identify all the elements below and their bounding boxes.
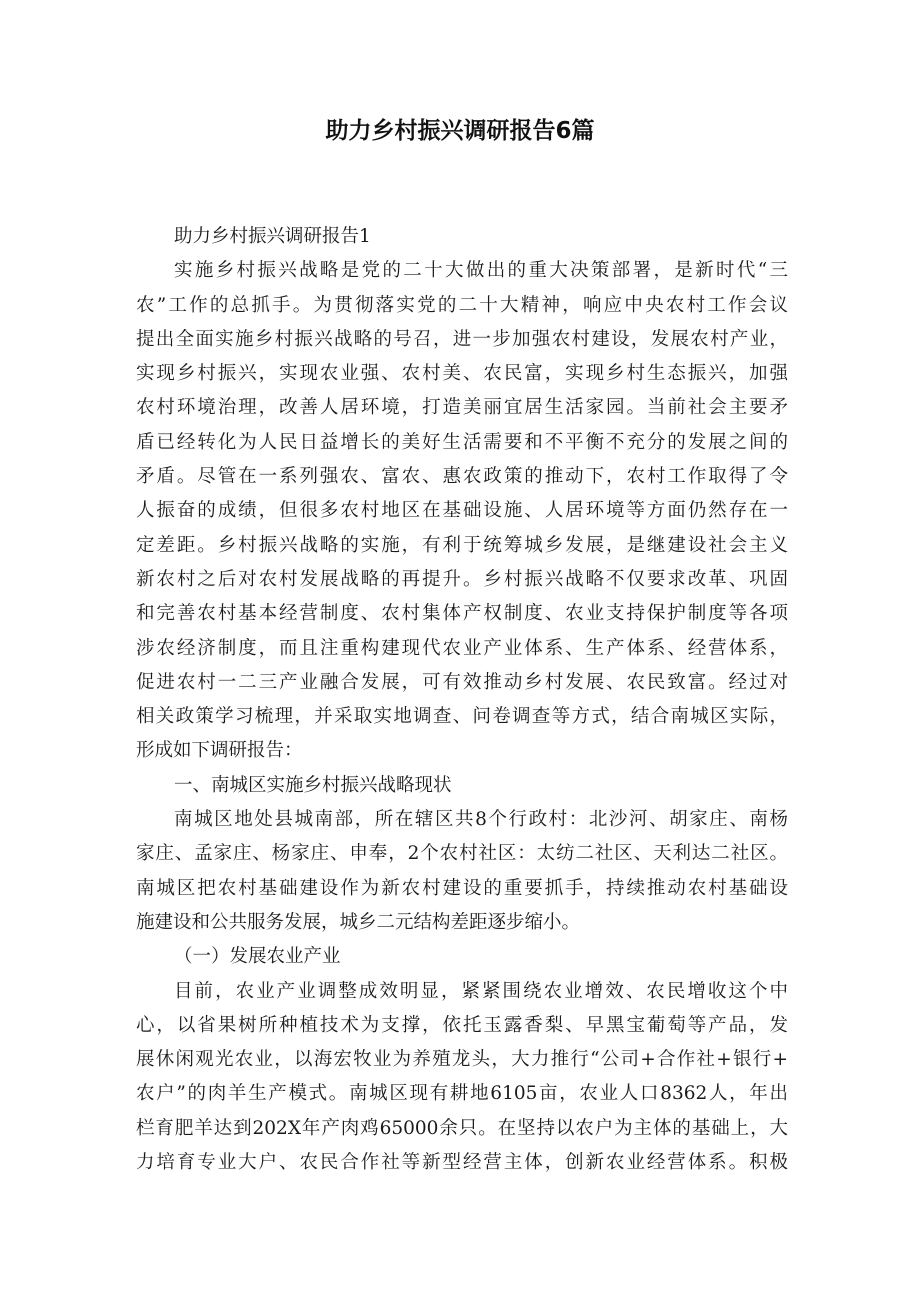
section-heading: 一、南城区实施乡村振兴战略现状 [174,774,452,796]
paragraph-line: 南城区把农村基础建设作为新农村建设的重要抓手，持续推动农村基础设 [136,877,788,899]
paragraph-line: 心，以省果树所种植技术为支撑，依托玉露香梨、早黑宝葡萄等产品，发 [136,1014,788,1036]
paragraph-line: 形成如下调研报告： [136,740,303,762]
paragraph-line: 目前，农业产业调整成效明显，紧紧围绕农业增效、农民增收这个中 [174,980,788,1002]
paragraph-line: 矛盾。尽管在一系列强农、富农、惠农政策的推动下，农村工作取得了令 [136,466,788,488]
paragraph-line: 涉农经济制度，而且注重构建现代农业产业体系、生产体系、经营体系， [136,637,788,659]
paragraph-line: 和完善农村基本经营制度、农村集体产权制度、农业支持保护制度等各项 [136,603,788,625]
subsection-heading: （一）发展农业产业 [174,946,341,968]
paragraph-line: 农户”的肉羊生产模式。南城区现有耕地6105亩，农业人口8362人，年出 [136,1083,788,1105]
paragraph-line: 农”工作的总抓手。为贯彻落实党的二十大精神，响应中央农村工作会议 [136,294,788,316]
paragraph-line: 盾已经转化为人民日益增长的美好生活需要和不平衡不充分的发展之间的 [136,431,788,453]
paragraph-line: 人振奋的成绩，但很多农村地区在基础设施、人居环境等方面仍然存在一 [136,500,788,522]
paragraph-line: 施建设和公共服务发展，城乡二元结构差距逐步缩小。 [136,911,581,933]
document-title: 助力乡村振兴调研报告6篇 [325,118,595,144]
paragraph-line: 提出全面实施乡村振兴战略的号召，进一步加强农村建设，发展农村产业， [136,328,788,350]
paragraph-line: 促进农村一二三产业融合发展，可有效推动乡村发展、农民致富。经过对 [136,671,788,693]
paragraph-line: 新农村之后对农村发展战略的再提升。乡村振兴战略不仅要求改革、巩固 [136,568,788,590]
paragraph-line: 展休闲观光农业，以海宏牧业为养殖龙头，大力推行“公司+合作社+银行+ [136,1049,788,1071]
paragraph-line: 农村环境治理，改善人居环境，打造美丽宜居生活家园。当前社会主要矛 [136,397,788,419]
section-heading: 助力乡村振兴调研报告1 [174,226,371,247]
paragraph-line: 家庄、孟家庄、杨家庄、申奉，2个农村社区：太纺二社区、天利达二社区。 [136,843,788,865]
paragraph-line: 南城区地处县城南部，所在辖区共8个行政村：北沙河、胡家庄、南杨 [174,809,788,831]
paragraph-line: 实施乡村振兴战略是党的二十大做出的重大决策部署，是新时代“三 [174,260,788,282]
paragraph-line: 力培育专业大户、农民合作社等新型经营主体，创新农业经营体系。积极 [136,1152,788,1174]
paragraph-line: 相关政策学习梳理，并采取实地调查、问卷调查等方式，结合南城区实际， [136,706,788,728]
paragraph-line: 栏育肥羊达到202X年产肉鸡65000余只。在坚持以农户为主体的基础上，大 [136,1117,788,1139]
paragraph-line: 实现乡村振兴，实现农业强、农村美、农民富，实现乡村生态振兴，加强 [136,363,788,385]
paragraph-line: 定差距。乡村振兴战略的实施，有利于统筹城乡发展，是继建设社会主义 [136,534,788,556]
document-body [136,220,788,1180]
